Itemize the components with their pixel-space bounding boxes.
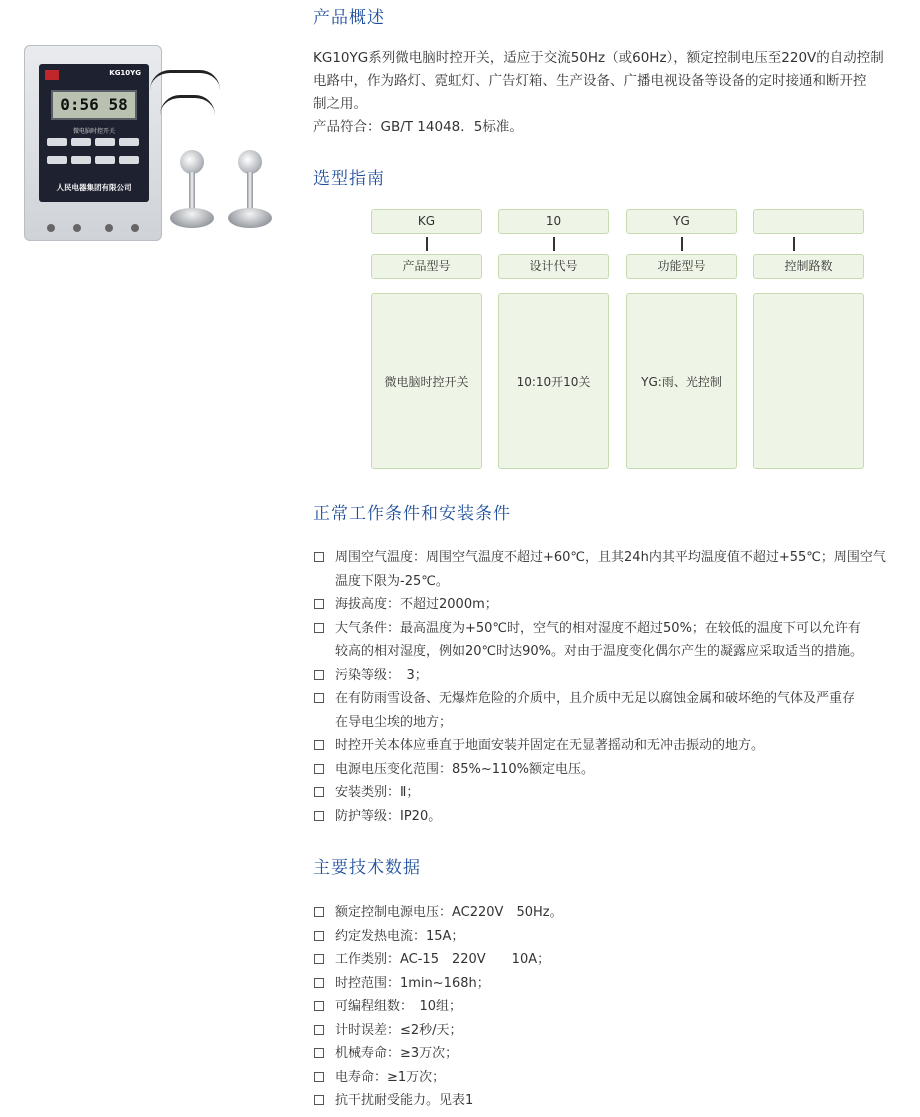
device-button [95, 138, 115, 146]
guide-description-box [753, 293, 864, 469]
list-item: 电寿命：≥1万次； [313, 1066, 913, 1090]
guide-code-box [753, 209, 864, 234]
device-button [47, 138, 67, 146]
device-brand: 人民电器集团有限公司 [56, 183, 132, 192]
light-sensor [170, 150, 210, 240]
checkbox-icon [314, 552, 324, 562]
specs-title: 主要技术数据 [313, 858, 421, 878]
checkbox-icon [314, 693, 324, 703]
list-item: 时控范围：1min~168h； [313, 972, 913, 996]
list-item-continuation: 温度下限为-25℃。 [335, 573, 449, 589]
list-item: 计时误差：≤2秒/天； [313, 1019, 913, 1043]
device-button [119, 138, 139, 146]
list-item: 在有防雨雪设备、无爆炸危险的介质中，且介质中无足以腐蚀金属和破坏绝的气体及严重存 [313, 687, 913, 711]
list-item: 防护等级：IP20。 [313, 805, 913, 829]
guide-code-box: YG [626, 209, 737, 234]
device-button [95, 156, 115, 164]
checkbox-icon [314, 1095, 324, 1105]
list-item: 海拔高度：不超过2000m； [313, 593, 913, 617]
guide-label-box: 功能型号 [626, 254, 737, 279]
list-item: 机械寿命：≥3万次； [313, 1042, 913, 1066]
checkbox-icon [314, 1048, 324, 1058]
checkbox-icon [314, 954, 324, 964]
overview-line: KG10YG系列微电脑时控开关，适应于交流50Hz（或60Hz），额定控制电压至220V的自动控制 [313, 50, 884, 66]
guide-connector [793, 237, 795, 251]
guide-code-box: 10 [498, 209, 609, 234]
guide-connector [681, 237, 683, 251]
guide-connector [426, 237, 428, 251]
terminal-screw [47, 224, 55, 232]
lcd-display: 0:56 58 [51, 90, 137, 120]
checkbox-icon [314, 1072, 324, 1082]
device-button [71, 138, 91, 146]
checkbox-icon [314, 623, 324, 633]
list-item-continuation: 较高的相对湿度，例如20℃时达90%。对由于温度变化偶尔产生的凝露应采取适当的措施。 [335, 644, 864, 659]
overview-text [313, 47, 913, 139]
checkbox-icon [314, 1025, 324, 1035]
overview-line: 制之用。 [313, 96, 367, 112]
checkbox-icon [314, 1001, 324, 1011]
checkbox-icon [314, 978, 324, 988]
checkbox-icon [314, 811, 324, 821]
list-item: 时控开关本体应垂直于地面安装并固定在无显著摇动和无冲击振动的地方。 [313, 734, 913, 758]
device-button [47, 156, 67, 164]
device-panel [39, 64, 149, 202]
device-button [71, 156, 91, 164]
conditions-list [313, 546, 913, 828]
guide-connector [553, 237, 555, 251]
device-button [119, 156, 139, 164]
list-item: 约定发热电流：15A； [313, 925, 913, 949]
brand-logo-icon [45, 70, 59, 80]
overview-line: 产品符合：GB/T 14048．5标准。 [313, 119, 523, 135]
checkbox-icon [314, 764, 324, 774]
checkbox-icon [314, 931, 324, 941]
overview-line: 电路中，作为路灯、霓虹灯、广告灯箱、生产设备、广播电视设备等设备的定时接通和断开控 [313, 73, 867, 89]
specs-list [313, 901, 913, 1113]
list-item: 可编程组数： 10组； [313, 995, 913, 1019]
guide-title: 选型指南 [313, 169, 385, 189]
list-item: 大气条件：最高温度为+50℃时，空气的相对湿度不超过50%；在较低的温度下可以允许有 [313, 617, 913, 641]
overview-title: 产品概述 [313, 8, 385, 28]
list-item: 污染等级： 3； [313, 664, 913, 688]
list-item-continuation: 在导电尘埃的地方； [335, 714, 453, 730]
guide-label-box: 控制路数 [753, 254, 864, 279]
list-item: 周围空气温度：周围空气温度不超过+60℃，且其24h内其平均温度值不超过+55℃；周围空气 [313, 546, 913, 570]
list-item: 额定控制电源电压：AC220V 50Hz。 [313, 901, 913, 925]
terminal-screw [105, 224, 113, 232]
product-photo [24, 45, 162, 241]
light-sensor [228, 150, 268, 240]
guide-code-box: KG [371, 209, 482, 234]
list-item: 电源电压变化范围：85%~110%额定电压。 [313, 758, 913, 782]
terminal-screw [73, 224, 81, 232]
checkbox-icon [314, 907, 324, 917]
checkbox-icon [314, 599, 324, 609]
conditions-title: 正常工作条件和安装条件 [313, 504, 511, 524]
checkbox-icon [314, 787, 324, 797]
guide-description-box: 10:10开10关 [498, 293, 609, 469]
list-item: 工作类别：AC-15 220V 10A； [313, 948, 913, 972]
checkbox-icon [314, 670, 324, 680]
list-item: 抗干扰耐受能力。见表1 [313, 1089, 913, 1113]
guide-label-box: 设计代号 [498, 254, 609, 279]
sensor-cable [160, 95, 215, 158]
list-item: 安装类别：Ⅱ； [313, 781, 913, 805]
terminal-screw [131, 224, 139, 232]
guide-label-box: 产品型号 [371, 254, 482, 279]
device-caption: 微电脑时控开关 [72, 128, 115, 135]
guide-description-box: 微电脑时控开关 [371, 293, 482, 469]
device-model-label: KG10YG [109, 69, 141, 77]
guide-description-box: YG:雨、光控制 [626, 293, 737, 469]
checkbox-icon [314, 740, 324, 750]
